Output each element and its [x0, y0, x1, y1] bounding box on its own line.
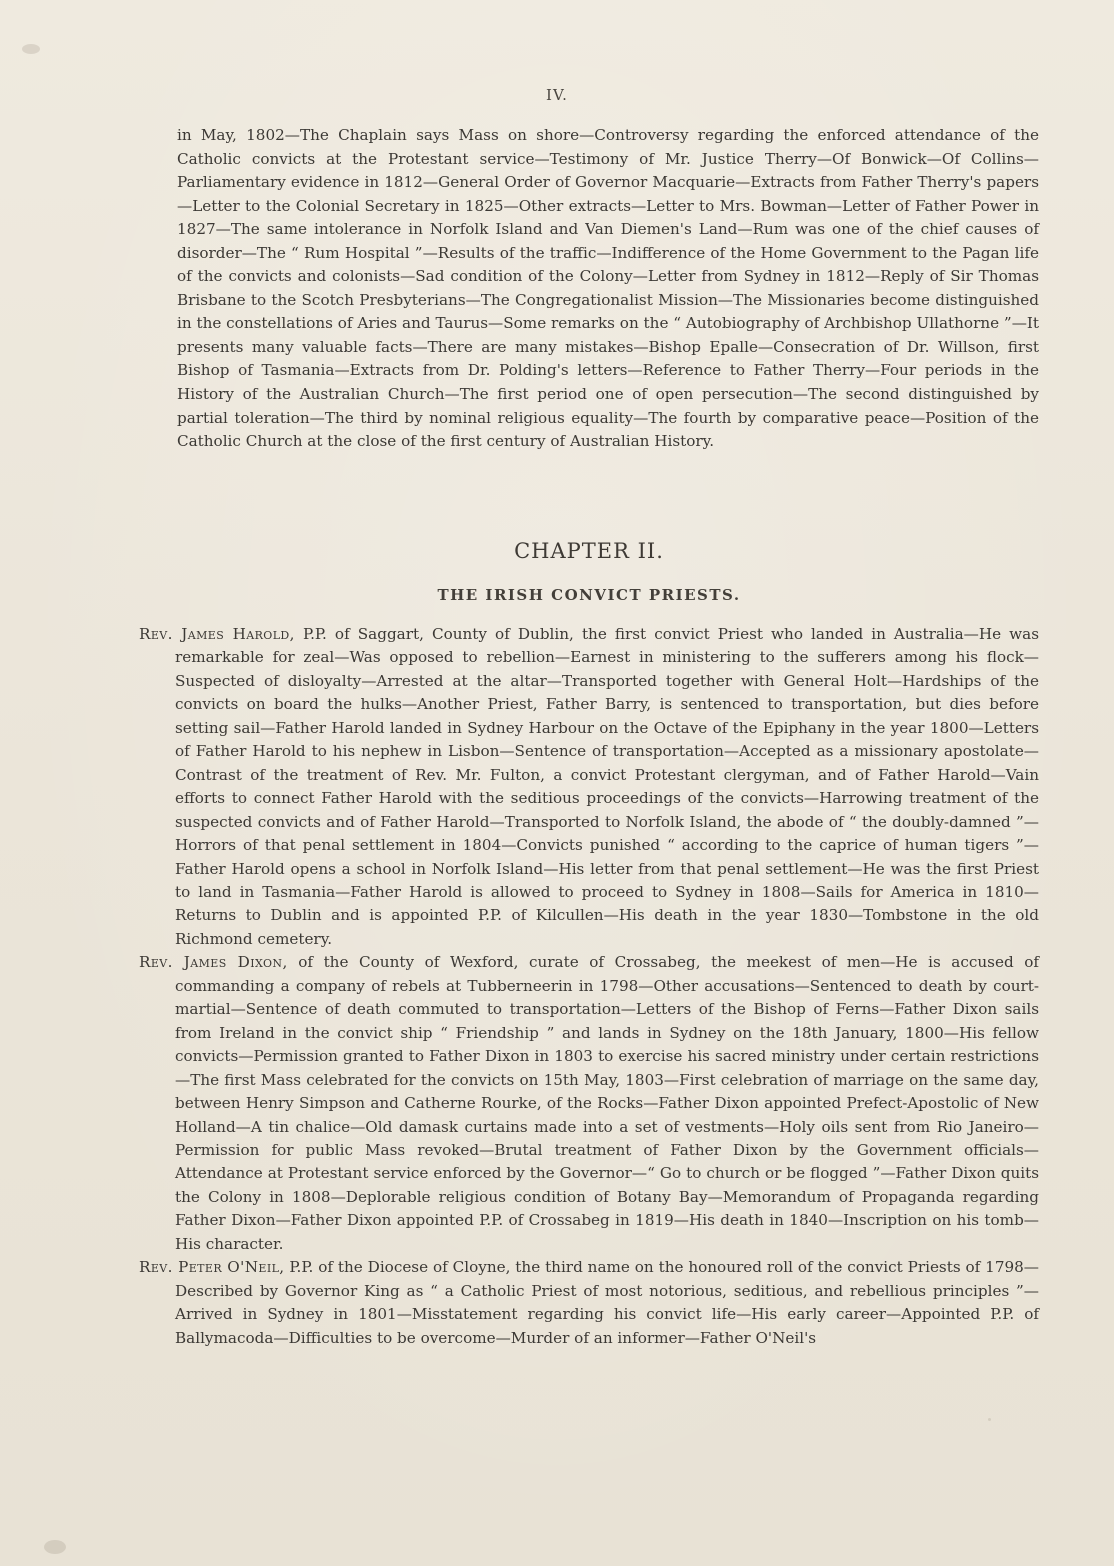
entry-text: P.P. of Saggart, County of Dublin, the first convict Priest who landed in Australia—He was remarkable for zeal—Was opposed to rebellion—Earnest in ministering to the sufferers among his flock—Suspected of disloyalty—Arrested at the altar—Transported together with General Holt—Hardships of the convicts on board the hulks—Another Priest, Father Barry, is sentenced to transportation, but dies before setting sail—Father Harold landed in Sydney Harbour on the Octave of the Epiphany in the year 1800—Letters of Father Harold to his nephew in Lisbon—Sentence of transportation—Accepted as a missionary apostolate—Contrast of the treatment of Rev. Mr. Fulton, a convict Protestant clergyman, and of Father Harold—Vain efforts to connect Father Harold with the seditious proceedings of the convicts—Harrowing treatment of the suspected convicts and of Father Harold—Transported to Norfolk Island, the abode of “ the doubly-damned ”—Horrors of that penal settlement in 1804—Convicts punished “ according to the caprice of human tigers ”—Father Harold opens a school in Norfolk Island—His letter from that penal settlement—He was the first Priest to land in Tasmania—Father Harold is allowed to proceed to Sydney in 1808—Sails for America in 1810—Returns to Dublin and is appointed P.P. of Kilcullen—His death in the year 1830—Tombstone in the old Richmond cemetery. — [175, 625, 1039, 948]
entry-name: Rev. Peter O'Neil, — [139, 1258, 285, 1277]
chapter-one-summary-continued: in May, 1802—The Chaplain says Mass on shore—Controversy regarding the enforced attendance of the Catholic convicts at the Protestant service—Testimony of Mr. Justice Therry—Of Bonwick—Of Collins—Parliamentary evidence in 1812—General Order of Governor Macquarie—Extracts from Father Therry's papers—Letter to the Colonial Secretary in 1825—Other extracts—Letter to Mrs. Bowman—Letter of Father Power in 1827—The same intolerance in Norfolk Island and Van Diemen's Land—Rum was one of the chief causes of disorder—The “ Rum Hospital ”—Results of the traffic—Indifference of the Home Government to the Pagan life of the convicts and colonists—Sad condition of the Colony—Letter from Sydney in 1812—Reply of Sir Thomas Brisbane to the Scotch Presbyterians—The Congregationalist Mission—The Missionaries become distinguished in the constellations of Aries and Taurus—Some remarks on the “ Autobiography of Archbishop Ullathorne ”—It presents many valuable facts—There are many mistakes—Bishop Epalle—Consecration of Dr. Willson, first Bishop of Tasmania—Extracts from Dr. Polding's letters—Reference to Father Therry—Four periods in the History of the Australian Church—The first period one of open persecution—The second distinguished by partial toleration—The third by nominal religious equality—The fourth by comparative peace—Position of the Catholic Church at the close of the first century of Australian History. — [177, 126, 1039, 451]
page-number: IV. — [546, 86, 568, 104]
list-item — [139, 1256, 1039, 1350]
chapter-subtitle: THE IRISH CONVICT PRIESTS. — [437, 586, 741, 604]
paper-stain — [22, 44, 40, 54]
list-item — [139, 623, 1039, 951]
entry-text: P.P. of the Diocese of Cloyne, the third name on the honoured roll of the convict Priests of 1798—Described by Governor King as “ a Catholic Priest of most notorious, seditious, and rebellious principles ”—Arrived in Sydney in 1801—Misstatement regarding his convict life—His early career—Appointed P.P. of Ballymacoda—Difficulties to be overcome—Murder of an informer—Father O'Neil's — [175, 1258, 1039, 1347]
entry-name: Rev. James Dixon, — [139, 953, 288, 972]
entry-list — [139, 623, 1039, 1350]
entry-text: of the County of Wexford, curate of Crossabeg, the meekest of men—He is accused of commanding a company of rebels at Tubberneerin in 1798—Other accusations—Sentenced to death by court-martial—Sentence of death commuted to transportation—Letters of the Bishop of Ferns—Father Dixon sails from Ireland in the convict ship “ Friendship ” and lands in Sydney on the 18th January, 1800—His fellow convicts—Permission granted to Father Dixon in 1803 to exercise his sacred ministry under certain restrictions—The first Mass celebrated for the convicts on 15th May, 1803—First celebration of marriage on the same day, between Henry Simpson and Catherne Rourke, of the Rocks—Father Dixon appointed Prefect-Apostolic of New Holland—A tin chalice—Old damask curtains made into a set of vestments—Holy oils sent from Rio Janeiro—Permission for public Mass revoked—Brutal treatment of Father Dixon by the Government officials—Attendance at Protestant service enforced by the Governor—“ Go to church or be flogged ”—Father Dixon quits the Colony in 1808—Deplorable religious condition of Botany Bay—Memorandum of Propaganda regarding Father Dixon—Father Dixon appointed P.P. of Crossabeg in 1819—His death in 1840—Inscription on his tomb—His character. — [175, 953, 1039, 1253]
paper-stain — [988, 1418, 991, 1421]
list-item — [139, 951, 1039, 1256]
entry-name: Rev. James Harold, — [139, 625, 295, 643]
paper-stain — [44, 1540, 66, 1554]
chapter-title: CHAPTER II. — [514, 539, 664, 563]
